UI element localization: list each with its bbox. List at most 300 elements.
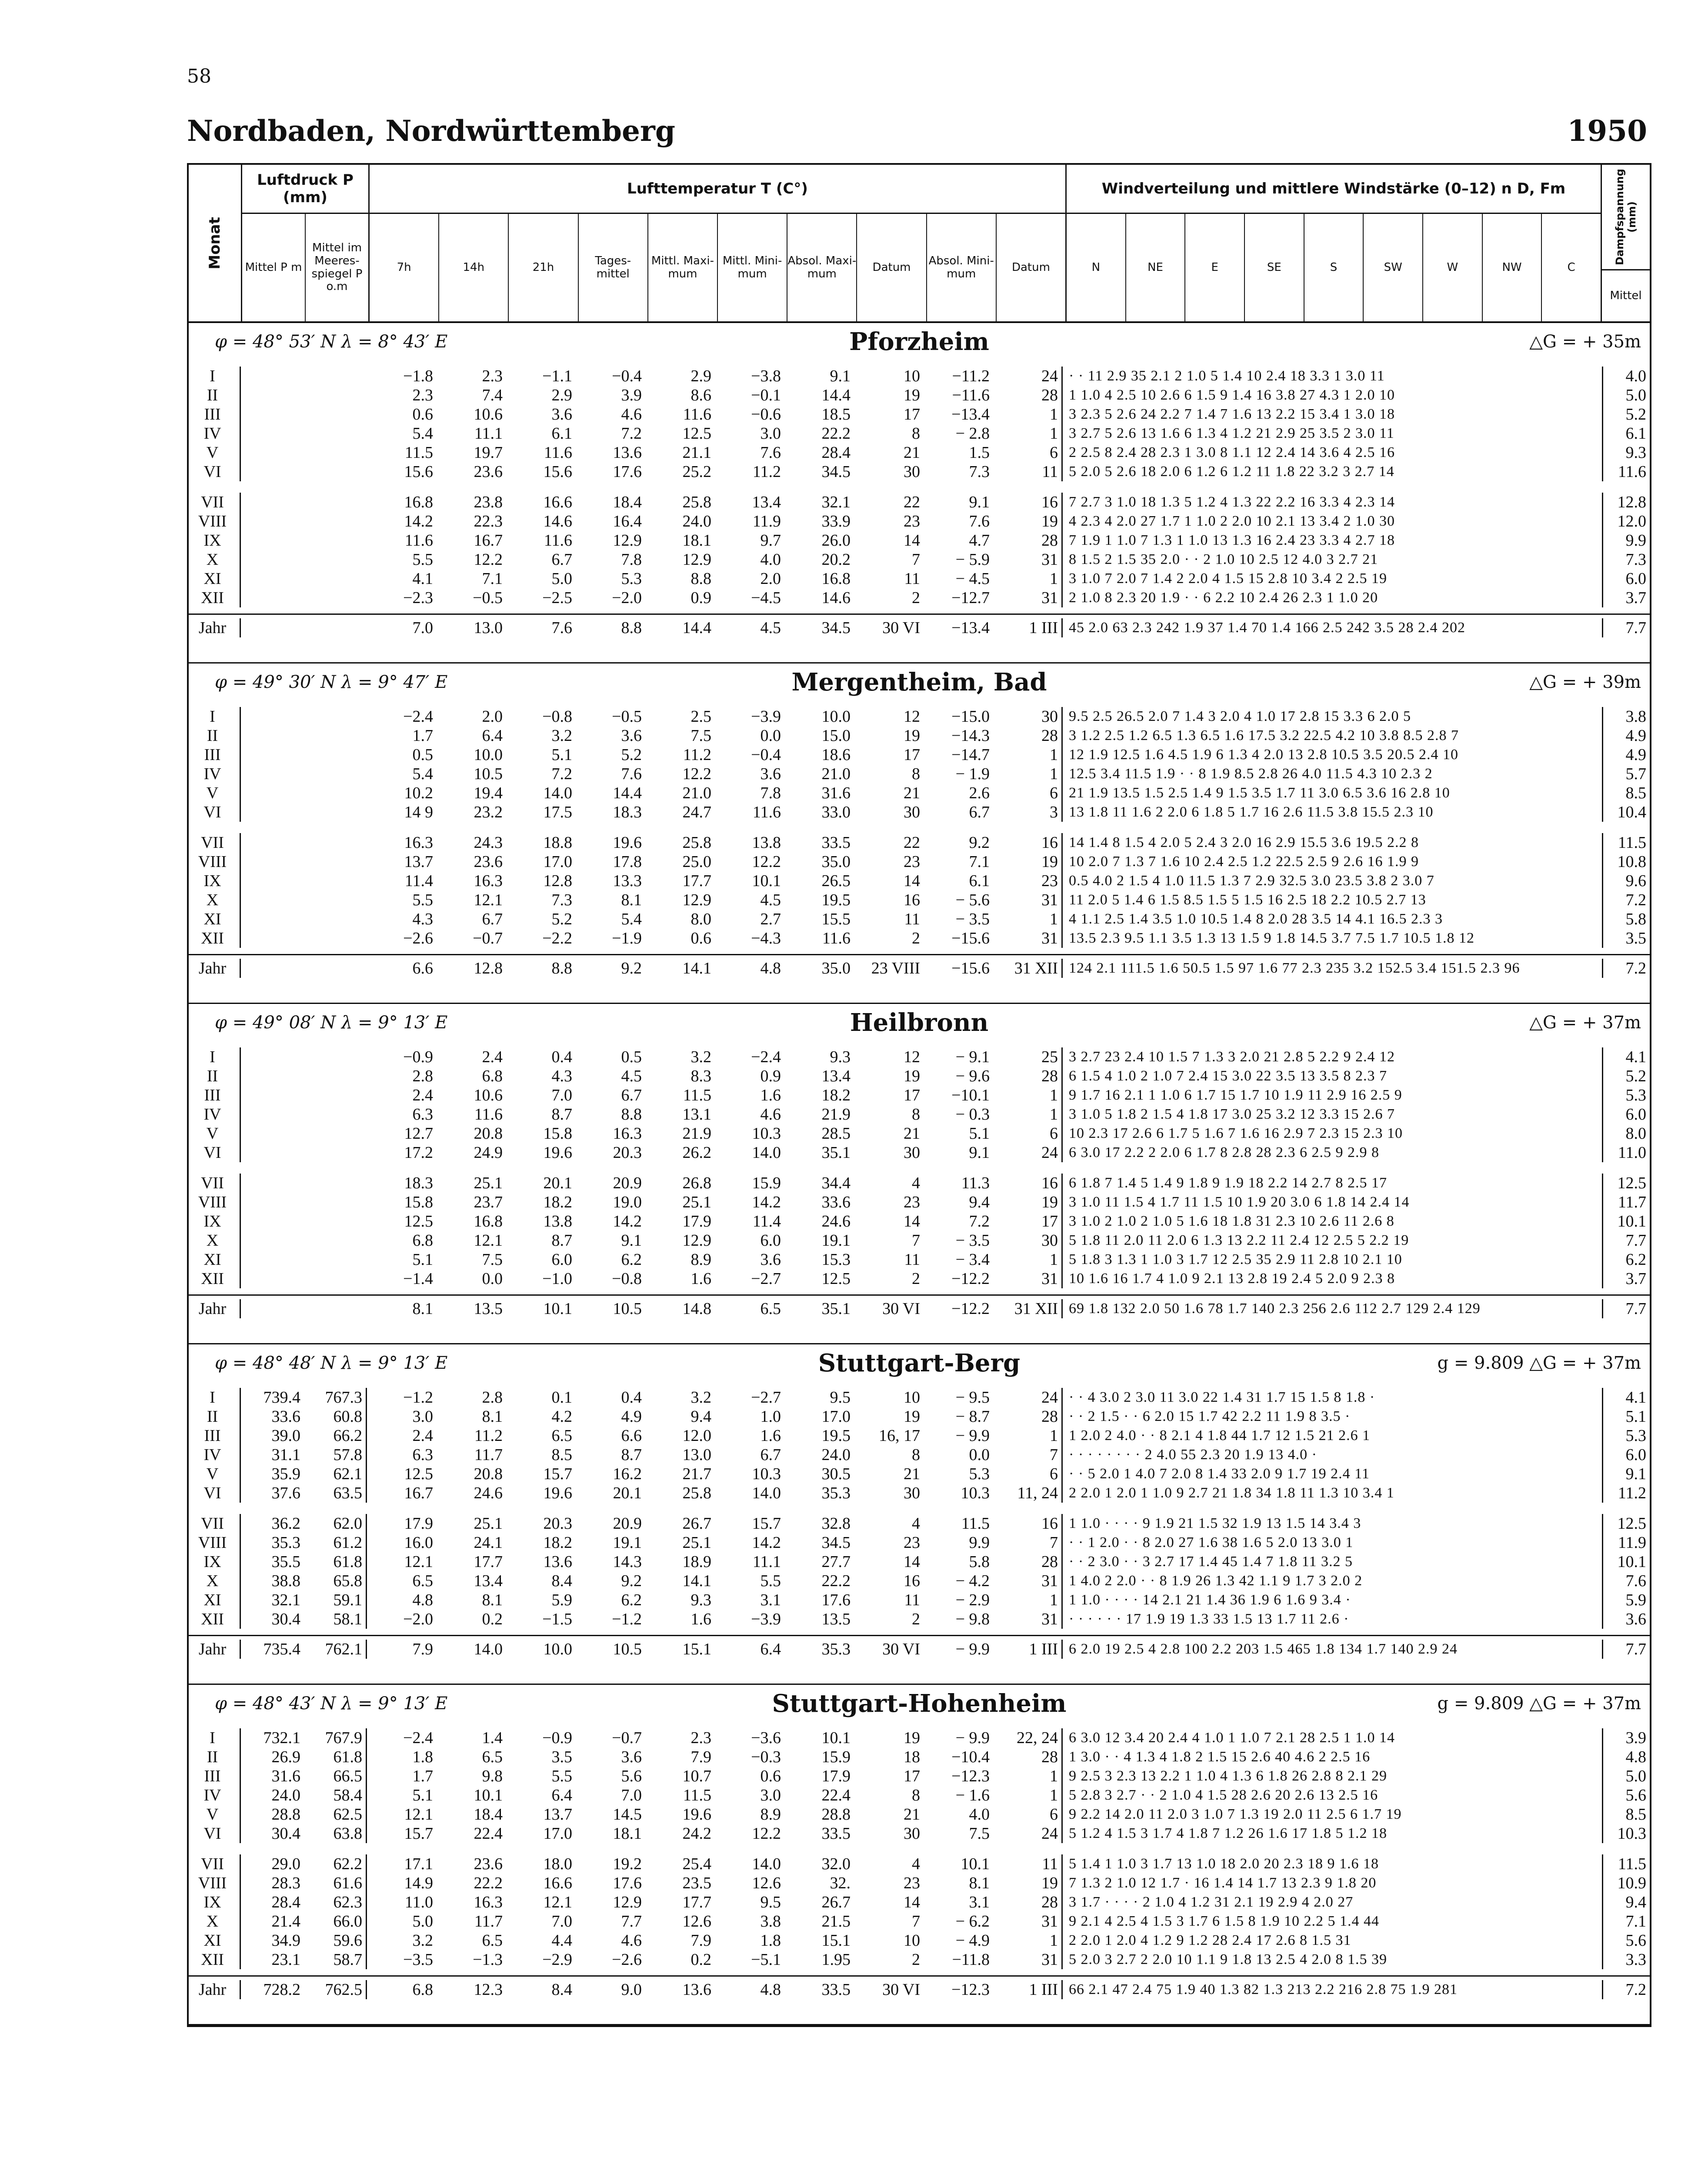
month-label: XI [189, 569, 241, 588]
table-cell: 62.1 [304, 1464, 367, 1484]
month-row [189, 1426, 1650, 1445]
temp-col-header: Datum [857, 214, 927, 321]
table-cell: 3.0 [760, 424, 781, 443]
wind-distribution-cells: 7 2.7 3 1.0 18 1.3 5 1.2 4 1.3 22 2.2 16 3.3 4 2.3 14 [1069, 494, 1395, 510]
table-cell: 21 [904, 1124, 920, 1143]
table-cell: 3.2 [551, 727, 572, 745]
table-cell: 6.5 [482, 1931, 503, 1950]
table-cell: 3.2 [412, 1931, 433, 1950]
table-cell: 1 [993, 1086, 1063, 1105]
month-label: VII [189, 493, 241, 512]
wind-distribution-cells: 5 1.8 3 1.3 1 1.0 3 1.7 12 2.5 35 2.9 11 2.8 10 2.1 10 [1069, 1251, 1402, 1267]
table-cell: 16.7 [474, 531, 503, 550]
table-cell: 33.6 [271, 1407, 300, 1426]
table-cell: 2 [912, 1951, 920, 1969]
station-name: Stuttgart-Hohenheim [772, 1689, 1067, 1718]
table-cell: 2 [912, 1270, 920, 1288]
table-cell: 9.1 [969, 1144, 990, 1162]
table-cell: 19 [904, 727, 920, 745]
month-label: VI [189, 1824, 241, 1843]
month-label: Jahr [189, 1980, 241, 1999]
table-cell: 7.2 [551, 765, 572, 783]
table-cell: 7.0 [412, 619, 433, 637]
table-cell: 62.5 [304, 1805, 367, 1824]
table-cell: 61.6 [304, 1874, 367, 1893]
station-gravity: △G = + 35m [1529, 332, 1641, 352]
month-label: VIII [189, 1874, 241, 1893]
table-cell: 12.9 [613, 1893, 642, 1911]
month-row [189, 1143, 1650, 1162]
table-cell: 9.2 [969, 834, 990, 852]
table-cell: 7.1 [482, 570, 503, 588]
table-cell: 16.6 [543, 493, 572, 511]
vapor-cell: 7.6 [1602, 1571, 1650, 1590]
month-label: XI [189, 1590, 241, 1610]
month-row [189, 1124, 1650, 1143]
table-cell: 735.4 [263, 1640, 300, 1658]
table-cell: 11.6 [474, 1105, 503, 1124]
table-cell: 28 [993, 386, 1063, 405]
table-cell: 1.8 [412, 1748, 433, 1766]
table-cell: −0.1 [751, 386, 781, 404]
pressure-header: Luftdruck P (mm) Mittel P m Mittel im Meeres-spiegel P o.m [242, 165, 370, 321]
table-cell: 22.4 [474, 1824, 503, 1843]
table-cell: 5.5 [551, 1767, 572, 1785]
vapor-cell: 5.0 [1602, 386, 1650, 405]
wind-distribution-cells: 4 2.3 4 2.0 27 1.7 1 1.0 2 2.0 10 2.1 13 3.4 2 1.0 30 [1069, 513, 1395, 529]
table-cell: 9.4 [691, 1407, 711, 1426]
table-cell: 7.6 [969, 512, 990, 530]
month-label: VII [189, 1174, 241, 1193]
table-cell: 19 [993, 1874, 1063, 1893]
vapor-cell: 6.1 [1602, 424, 1650, 443]
month-row [189, 852, 1650, 871]
table-cell: 12.8 [474, 959, 503, 977]
table-cell: 7.3 [551, 891, 572, 909]
table-cell: 24.0 [821, 1446, 851, 1464]
table-cell: 18.8 [543, 834, 572, 852]
table-cell: 12.5 [404, 1465, 433, 1483]
table-cell: 5.8 [969, 1553, 990, 1571]
table-cell: 12 [904, 707, 920, 726]
table-cell: 39.0 [271, 1427, 300, 1445]
table-cell: 12.1 [543, 1893, 572, 1911]
table-cell: 24.0 [271, 1786, 300, 1804]
table-cell: 4.3 [412, 910, 433, 928]
vapor-cell: 10.3 [1602, 1824, 1650, 1843]
wind-col-header: C [1567, 260, 1575, 274]
table-cell: 8.3 [691, 1067, 711, 1085]
wind-distribution-cells: 9 2.2 14 2.0 11 2.0 3 1.0 7 1.3 19 2.0 11 2.5 6 1.7 19 [1069, 1806, 1402, 1822]
table-cell: 5.5 [760, 1572, 781, 1590]
wind-distribution-cells: 3 1.0 11 1.5 4 1.7 11 1.5 10 1.9 20 3.0 6 1.8 14 2.4 14 [1069, 1194, 1410, 1210]
table-cell: 31 [993, 1571, 1063, 1590]
table-cell: 8.4 [551, 1981, 572, 1999]
table-cell: 4.6 [621, 405, 642, 423]
table-cell: 11 [904, 1591, 920, 1609]
table-cell: 13.7 [543, 1805, 572, 1824]
table-cell: 18.2 [543, 1534, 572, 1552]
table-cell: 20.9 [613, 1514, 642, 1533]
table-cell: 16 [993, 1174, 1063, 1193]
table-cell: 4.1 [412, 570, 433, 588]
table-cell: 12.1 [404, 1553, 433, 1571]
table-cell: 14 9 [404, 803, 433, 821]
temp-col-header: Mittl. Maxi-mum [648, 214, 718, 321]
month-row [189, 1590, 1650, 1610]
month-row [189, 726, 1650, 745]
table-cell: 31 [993, 550, 1063, 569]
table-cell: 2.4 [412, 1086, 433, 1104]
table-cell: 12.6 [682, 1912, 711, 1931]
wind-distribution-cells: 5 1.8 11 2.0 11 2.0 6 1.3 13 2.2 11 2.4 12 2.5 5 2.2 19 [1069, 1232, 1409, 1248]
month-label: IX [189, 531, 241, 550]
table-cell: 24.6 [474, 1484, 503, 1502]
table-cell: 16.4 [613, 512, 642, 530]
station-coordinates: φ = 49° 30′ N λ = 9° 47′ E [215, 672, 448, 692]
table-cell: 25.2 [682, 463, 711, 481]
table-cell: 0.0 [760, 727, 781, 745]
table-cell: −2.9 [542, 1951, 572, 1969]
vapor-cell: 3.7 [1602, 588, 1650, 607]
table-cell: 28 [993, 1747, 1063, 1767]
temp-col-header: Absol. Maxi-mum [787, 214, 857, 321]
table-cell: 11.2 [752, 463, 781, 481]
table-cell: 8.5 [551, 1446, 572, 1464]
station-coordinates: φ = 48° 48′ N λ = 9° 13′ E [215, 1353, 448, 1373]
month-label: VIII [189, 852, 241, 871]
table-cell: 38.8 [271, 1572, 300, 1590]
table-cell: 23 [904, 1534, 920, 1552]
wind-distribution-cells: 3 1.0 2 1.0 2 1.0 5 1.6 18 1.8 31 2.3 10 2.6 11 2.6 8 [1069, 1213, 1394, 1229]
table-cell: 5.4 [412, 424, 433, 443]
table-cell: 11.6 [544, 531, 572, 550]
table-cell: 31.6 [271, 1767, 300, 1785]
table-cell: 9.0 [621, 1981, 642, 1999]
table-cell: 2.8 [412, 1067, 433, 1085]
wind-distribution-cells: 5 1.2 4 1.5 3 1.7 4 1.8 7 1.2 26 1.6 17 1.8 5 1.2 18 [1069, 1825, 1387, 1841]
table-cell: 0.6 [691, 929, 711, 947]
month-label: V [189, 784, 241, 803]
table-cell: − 2.9 [955, 1591, 990, 1609]
table-cell: 8.4 [551, 1572, 572, 1590]
month-label: XII [189, 1950, 241, 1969]
table-cell: 23 [904, 1193, 920, 1211]
table-cell: 1.0 [760, 1407, 781, 1426]
table-cell: 13.5 [821, 1610, 851, 1628]
table-cell: 5.1 [412, 1786, 433, 1804]
table-cell: −1.4 [403, 1270, 433, 1288]
table-cell: 4.0 [969, 1805, 990, 1824]
table-cell: 62.3 [304, 1893, 367, 1912]
table-cell: 15.6 [404, 463, 433, 481]
table-cell: 8 [912, 765, 920, 783]
wind-distribution-cells: 3 1.7 · · · · 2 1.0 4 1.2 31 2.1 19 2.9 4 2.0 27 [1069, 1894, 1354, 1910]
wind-distribution-cells: 13 1.8 11 1.6 2 2.0 6 1.8 5 1.7 16 2.6 11.5 3.8 15.5 2.3 10 [1069, 804, 1434, 820]
month-row [189, 1571, 1650, 1590]
table-cell: 26.7 [682, 1514, 711, 1533]
table-cell: 1.4 [482, 1729, 503, 1747]
table-cell: 23 [904, 1874, 920, 1892]
table-cell: 15.8 [543, 1124, 572, 1143]
table-cell: 20.8 [474, 1124, 503, 1143]
table-cell: 11.5 [404, 443, 433, 462]
table-cell: 22.2 [821, 424, 851, 443]
table-cell: 23 [993, 871, 1063, 890]
month-row [189, 1212, 1650, 1231]
table-cell: 2.0 [760, 570, 781, 588]
table-cell: 9.5 [830, 1388, 851, 1407]
table-cell: 11.0 [404, 1893, 433, 1911]
table-cell: 14 [904, 531, 920, 550]
table-cell: 62.2 [304, 1854, 367, 1874]
table-cell: 3.6 [760, 765, 781, 783]
table-cell: 62.0 [304, 1514, 367, 1533]
table-cell: 12.7 [404, 1124, 433, 1143]
table-cell: 15.7 [543, 1465, 572, 1483]
table-cell: 11.6 [822, 929, 851, 947]
table-cell: 4.6 [621, 1931, 642, 1950]
table-cell: 11.2 [683, 746, 711, 764]
table-cell: 8 [912, 1786, 920, 1804]
table-cell: 15.7 [404, 1824, 433, 1843]
wind-distribution-cells: 5 2.0 5 2.6 18 2.0 6 1.2 6 1.2 11 1.8 22 3.2 3 2.7 14 [1069, 463, 1394, 480]
wind-distribution-cells: 6 1.8 7 1.4 5 1.4 9 1.8 9 1.9 18 2.2 14 2.7 8 2.5 17 [1069, 1175, 1387, 1191]
table-cell: 14.0 [474, 1640, 503, 1658]
month-label: IX [189, 871, 241, 890]
month-label: VI [189, 462, 241, 481]
table-cell: −2.3 [403, 589, 433, 607]
station-gravity: △G = + 37m [1529, 1013, 1641, 1033]
table-cell: −12.2 [951, 1300, 990, 1318]
table-cell: 1.7 [412, 1767, 433, 1785]
table-cell: 32.8 [821, 1514, 851, 1533]
month-label: I [189, 1388, 241, 1407]
table-cell: 31 [993, 1912, 1063, 1931]
table-cell: 19 [904, 1067, 920, 1085]
vapor-cell: 12.0 [1602, 512, 1650, 531]
station-name: Mergentheim, Bad [791, 668, 1047, 697]
table-cell: 5.2 [621, 746, 642, 764]
table-cell: 21.1 [682, 443, 711, 462]
month-row [189, 871, 1650, 890]
wind-distribution-cells: 7 1.3 2 1.0 12 1.7 · 16 1.4 14 1.7 13 2.3 9 1.8 20 [1069, 1875, 1377, 1891]
table-cell: 18.2 [543, 1193, 572, 1211]
table-cell: 10 [904, 1388, 920, 1407]
table-cell: 2.3 [412, 386, 433, 404]
table-cell: 21 [904, 443, 920, 462]
table-cell: 7 [912, 1231, 920, 1250]
table-cell: 8.7 [621, 1446, 642, 1464]
table-cell: 2.4 [482, 1048, 503, 1066]
table-cell: 30.5 [821, 1465, 851, 1483]
table-cell: −2.2 [542, 929, 572, 947]
month-label: XII [189, 588, 241, 607]
table-cell: 8.7 [551, 1231, 572, 1250]
table-cell: 13.6 [543, 1553, 572, 1571]
table-cell: 1 [993, 910, 1063, 929]
station-block [189, 664, 1650, 1004]
table-cell: 23.1 [271, 1951, 300, 1969]
table-cell: 7.1 [969, 853, 990, 871]
table-cell: −1.3 [473, 1951, 503, 1969]
month-label: X [189, 1231, 241, 1250]
table-cell: 6.5 [482, 1748, 503, 1766]
vapor-cell: 8.5 [1602, 1805, 1650, 1824]
month-row [189, 1174, 1650, 1193]
table-cell: 14.1 [682, 1572, 711, 1590]
vapor-cell: 6.2 [1602, 1250, 1650, 1269]
table-cell: 16 [993, 833, 1063, 852]
table-cell: 6.6 [412, 959, 433, 977]
table-cell: 16 [993, 1514, 1063, 1533]
table-cell: 22.2 [474, 1874, 503, 1892]
month-label: III [189, 1086, 241, 1105]
table-cell: 22 [904, 834, 920, 852]
table-cell: 34.5 [821, 1534, 851, 1552]
table-cell: −4.5 [751, 589, 781, 607]
wind-col-header: E [1185, 214, 1245, 321]
wind-distribution-cells: · · 5 2.0 1 4.0 7 2.0 8 1.4 33 2.0 9 1.7 19 2.4 11 [1069, 1466, 1370, 1482]
table-cell: 19.7 [474, 443, 503, 462]
table-cell: 6.0 [760, 1231, 781, 1250]
table-cell: 17.1 [404, 1855, 433, 1873]
month-label: I [189, 367, 241, 386]
table-cell: 10.5 [613, 1300, 642, 1318]
table-cell: 16.3 [404, 834, 433, 852]
vapor-cell: 11.9 [1602, 1533, 1650, 1552]
table-cell: 11.7 [474, 1446, 503, 1464]
table-cell: 10.1 [821, 1729, 851, 1747]
month-row [189, 1067, 1650, 1086]
table-cell: 24 [993, 367, 1063, 386]
table-cell: 14.0 [752, 1855, 781, 1873]
station-coordinates: φ = 49° 08′ N λ = 9° 13′ E [215, 1013, 448, 1033]
station-name: Pforzheim [849, 327, 989, 356]
month-row [189, 1445, 1650, 1464]
table-cell: 19 [993, 1193, 1063, 1212]
table-cell: 63.8 [304, 1824, 367, 1843]
table-cell: 12.2 [752, 1824, 781, 1843]
table-cell: 6.8 [482, 1067, 503, 1085]
month-label: V [189, 1464, 241, 1484]
table-cell: 31 [993, 1610, 1063, 1629]
table-cell: 16.3 [474, 872, 503, 890]
table-cell: 25.1 [682, 1534, 711, 1552]
vapor-cell: 7.7 [1602, 1299, 1650, 1318]
table-cell: 32.1 [821, 493, 851, 511]
month-label: III [189, 745, 241, 764]
table-cell: 57.8 [304, 1445, 367, 1464]
table-cell: 6.1 [969, 872, 990, 890]
table-cell: 14.2 [752, 1193, 781, 1211]
vapor-cell: 5.1 [1602, 1407, 1650, 1426]
table-cell: 6.5 [760, 1300, 781, 1318]
table-cell: 19.2 [613, 1855, 642, 1873]
table-cell: 58.7 [304, 1950, 367, 1969]
table-cell: 8 [912, 424, 920, 443]
table-cell: 22.3 [474, 512, 503, 530]
table-cell: 17 [993, 1212, 1063, 1231]
table-cell: 12.2 [682, 765, 711, 783]
vapor-cell: 5.2 [1602, 1067, 1650, 1086]
table-cell: −2.4 [403, 707, 433, 726]
table-cell: 35.5 [271, 1553, 300, 1571]
table-cell: − 5.6 [955, 891, 990, 909]
table-cell: 8.7 [551, 1105, 572, 1124]
month-row [189, 890, 1650, 910]
table-cell: 4.9 [621, 1407, 642, 1426]
table-cell: 4.8 [760, 1981, 781, 1999]
table-cell: 21 [904, 1465, 920, 1483]
table-cell: −2.7 [751, 1388, 781, 1407]
wind-distribution-cells: 3 2.7 5 2.6 13 1.6 6 1.3 4 1.2 21 2.9 25 3.5 2 3.0 11 [1069, 425, 1394, 441]
station-name: Stuttgart-Berg [818, 1349, 1021, 1377]
table-cell: 61.8 [304, 1552, 367, 1571]
month-row [189, 1786, 1650, 1805]
table-cell: − 4.9 [955, 1931, 990, 1950]
table-cell: 59.1 [304, 1590, 367, 1610]
month-row [189, 405, 1650, 424]
table-cell: 11.6 [683, 405, 711, 423]
wind-distribution-cells: 1 2.0 2 4.0 · · 8 2.1 4 1.8 44 1.7 12 1.5 21 2.6 1 [1069, 1427, 1371, 1444]
table-cell: 7.2 [969, 1212, 990, 1230]
month-row [189, 1231, 1650, 1250]
vapor-cell: 10.1 [1602, 1552, 1650, 1571]
table-cell: 12.2 [474, 550, 503, 569]
table-cell: 6.1 [551, 424, 572, 443]
table-cell: 5.1 [412, 1250, 433, 1269]
wind-distribution-cells: 0.5 4.0 2 1.5 4 1.0 11.5 1.3 7 2.9 32.5 3.0 23.5 3.8 2 3.0 7 [1069, 873, 1434, 889]
table-cell: 24.9 [474, 1144, 503, 1162]
table-cell: 28 [993, 1893, 1063, 1912]
vapor-cell: 3.5 [1602, 929, 1650, 948]
month-label: Jahr [189, 1640, 241, 1659]
table-cell: 14.2 [404, 512, 433, 530]
table-cell: 8.9 [691, 1250, 711, 1269]
month-label: XI [189, 1931, 241, 1950]
month-label: II [189, 1407, 241, 1426]
table-cell: 26.5 [821, 872, 851, 890]
vapor-cell: 3.7 [1602, 1269, 1650, 1288]
month-row [189, 1193, 1650, 1212]
table-cell: 25 [993, 1047, 1063, 1067]
table-cell: 0.5 [412, 746, 433, 764]
table-cell: 28 [993, 1407, 1063, 1426]
month-label: III [189, 1426, 241, 1445]
table-cell: 4.4 [551, 1931, 572, 1950]
table-cell: 6.7 [760, 1446, 781, 1464]
table-cell: 16 [993, 493, 1063, 512]
month-label: VII [189, 833, 241, 852]
table-cell: −0.8 [542, 707, 572, 726]
table-cell: −0.6 [751, 405, 781, 423]
month-label: IV [189, 1786, 241, 1805]
table-cell: 18.4 [613, 493, 642, 511]
table-cell: 21.0 [682, 784, 711, 802]
table-cell: 4.3 [551, 1067, 572, 1085]
table-cell: 10.0 [474, 746, 503, 764]
table-cell: 35.3 [821, 1640, 851, 1658]
table-cell: 739.4 [263, 1388, 300, 1407]
table-cell: − 1.6 [955, 1786, 990, 1804]
month-row [189, 1950, 1650, 1969]
table-cell: 20.3 [543, 1514, 572, 1533]
table-cell: −14.3 [951, 727, 990, 745]
table-cell: 12.1 [474, 891, 503, 909]
table-cell: 0.2 [482, 1610, 503, 1628]
table-cell: −12.7 [951, 589, 990, 607]
